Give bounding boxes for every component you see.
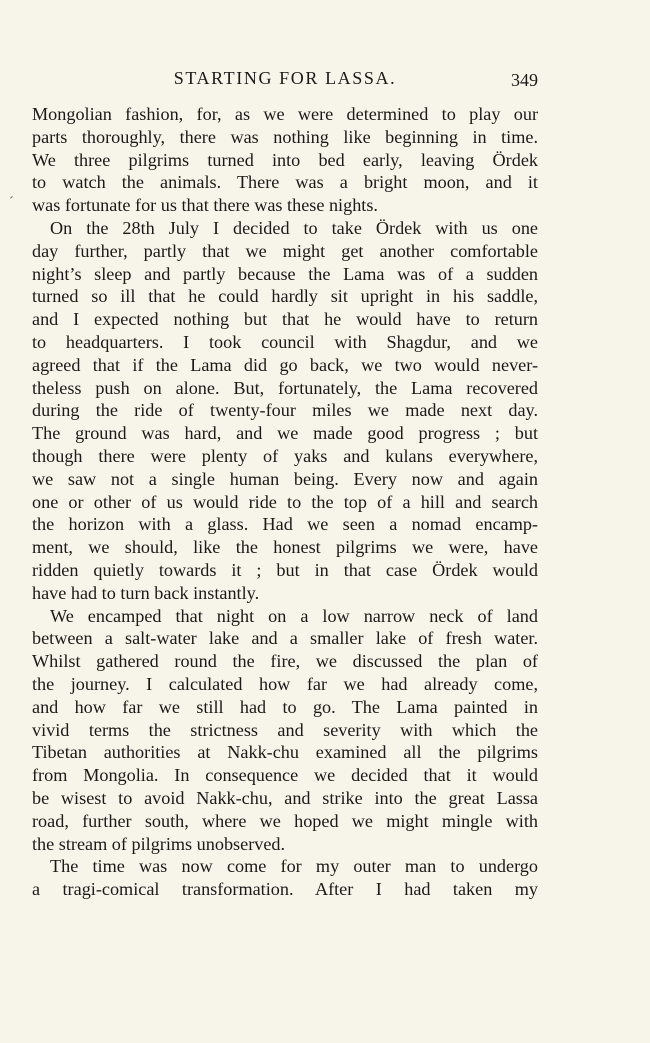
text-line: The ground was hard, and we made good progress ; but <box>32 423 538 444</box>
body-text <box>32 103 538 901</box>
text-line: the stream of pilgrims unobserved. <box>32 833 286 854</box>
text-line: We three pilgrims turned into bed early, leaving Ördek <box>32 149 538 170</box>
text-line: one or other of us would ride to the top of a hill and search <box>32 491 538 512</box>
text-line: The time was now come for my outer man to undergo <box>50 856 538 877</box>
text-line: theless push on alone. But, fortunately, the Lama recovered <box>32 377 538 398</box>
text-line: and how far we still had to go. The Lama painted in <box>32 696 538 717</box>
text-line: the horizon with a glass. Had we seen a nomad encamp- <box>32 514 538 535</box>
text-line: a tragi-comical transformation. After I had taken my <box>32 879 538 900</box>
text-line: during the ride of twenty-four miles we made next day. <box>32 400 538 421</box>
text-line: vivid terms the strictness and severity with which the <box>32 719 538 740</box>
text-line: though there were plenty of yaks and kulans everywhere, <box>32 445 538 466</box>
text-line: Tibetan authorities at Nakk-chu examined all the pilgrims <box>32 742 538 763</box>
running-head <box>32 68 538 92</box>
text-line: we saw not a single human being. Every now and again <box>32 468 538 489</box>
text-line: night’s sleep and partly because the Lama was of a sudden <box>32 263 538 284</box>
text-line: and I expected nothing but that he would have to return <box>32 309 538 330</box>
text-line: Whilst gathered round the fire, we discussed the plan of <box>32 651 538 672</box>
margin-mark: ˊ <box>9 195 14 210</box>
text-line: ment, we should, like the honest pilgrims we were, have <box>32 537 538 558</box>
page-number: 349 <box>511 70 538 90</box>
text-line: the journey. I calculated how far we had already come, <box>32 673 538 694</box>
text-line: turned so ill that he could hardly sit upright in his saddle, <box>32 286 538 307</box>
text-line: to headquarters. I took council with Shagdur, and we <box>32 331 538 352</box>
running-title: STARTING FOR LASSA. <box>173 68 397 88</box>
text-line: have had to turn back instantly. <box>32 582 260 603</box>
text-line: agreed that if the Lama did go back, we two would never- <box>32 354 538 375</box>
text-line: between a salt-water lake and a smaller lake of fresh water. <box>32 628 538 649</box>
text-line: was fortunate for us that there was these nights. <box>32 195 378 216</box>
text-line: from Mongolia. In consequence we decided that it would <box>32 765 538 786</box>
text-line: day further, partly that we might get another comfortable <box>32 240 538 261</box>
text-line: Mongolian fashion, for, as we were determined to play our <box>32 104 538 124</box>
text-line: ridden quietly towards it ; but in that case Ördek would <box>32 559 538 580</box>
text-line: to watch the animals. There was a bright moon, and it <box>32 172 538 193</box>
text-line: be wisest to avoid Nakk-chu, and strike into the great Lassa <box>32 787 538 808</box>
text-line: road, further south, where we hoped we might mingle with <box>32 810 538 831</box>
text-line: On the 28th July I decided to take Ördek with us one <box>50 217 538 238</box>
text-line: We encamped that night on a low narrow neck of land <box>50 605 538 626</box>
text-line: parts thoroughly, there was nothing like beginning in time. <box>32 126 538 147</box>
